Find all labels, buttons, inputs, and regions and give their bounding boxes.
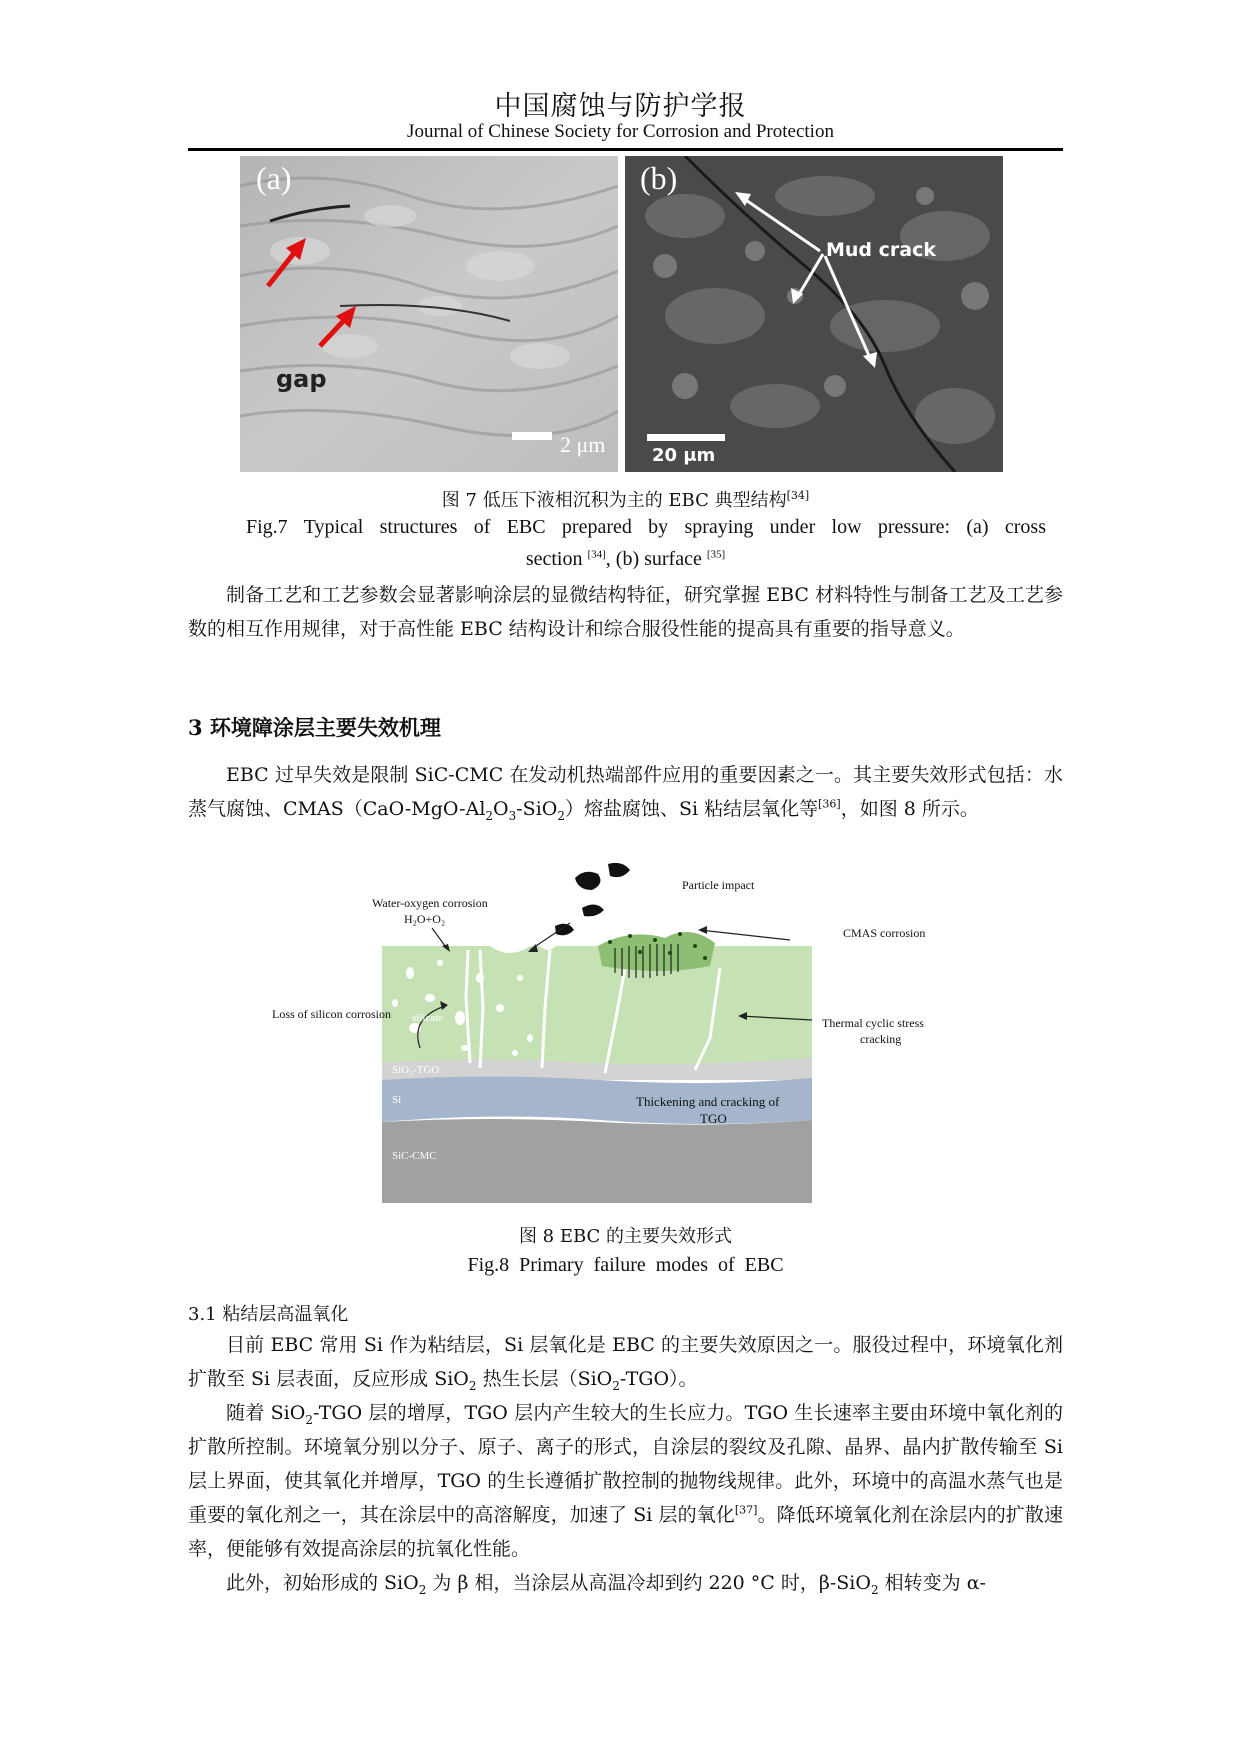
section-3-1-heading: 3.1 粘结层高温氧化 (188, 1304, 349, 1325)
fig8-label-silicate: silicate (412, 1012, 444, 1024)
figure7-gap-label: gap (276, 365, 327, 393)
journal-title-en: Journal of Chinese Society for Corrosion and Protection (407, 121, 834, 142)
figure7-panel-a-tag: (a) (256, 160, 292, 196)
section-3-heading: 3 环境障涂层主要失效机理 (188, 715, 441, 740)
figure7-caption-en-line1: Fig.7 Typical structures of EBC prepared by spraying under low pressure: (a) cross (246, 516, 1046, 538)
figure7-caption-en-line2: section [34], (b) surface [35] (525, 548, 726, 570)
journal-title-cn: 中国腐蚀与防护学报 (494, 91, 747, 122)
fig8-label-h2o: H₂O+O₂ (404, 912, 446, 926)
fig8-label-sic: SiC-CMC (392, 1150, 437, 1162)
header-rule (188, 148, 1063, 151)
fig8-label-water: Water-oxygen corrosion (372, 896, 488, 910)
paragraph-5: 此外，初始形成的 SiO$_2$ 为 β 相，当涂层从高温冷却到约 220 °C 时，β-SiO$_2$ 相转变为 α- (226, 1572, 986, 1597)
fig8-label-sio2tgo: SiO₂-TGO (392, 1064, 440, 1076)
figure8-caption-en: Fig.8 Primary failure modes of EBC (467, 1254, 784, 1276)
fig8-label-si: Si (392, 1094, 402, 1106)
figure7-mud-crack-label: Mud crack (826, 239, 937, 261)
paragraph-1: 制备工艺和工艺参数会显著影响涂层的显微结构特征，研究掌握 EBC 材料特性与制备工艺及工艺参数的相互作用规律，对于高性能 EBC 结构设计和综合服役性能的提高具有重要的指导意义。 (188, 584, 1063, 640)
figure8-caption-cn: 图 8 EBC 的主要失效形式 (518, 1226, 733, 1247)
figure7-caption-cn: 图 7 低压下液相沉积为主的 EBC 典型结构[34] (441, 489, 810, 511)
paragraph-3: 目前 EBC 常用 Si 作为粘结层，Si 层氧化是 EBC 的主要失效原因之一。服役过程中，环境氧化剂扩散至 Si 层表面，反应形成 SiO$_2$ 热生长层（SiO$_2$-TGO）。 (188, 1334, 1063, 1393)
figure7-panel-b (625, 156, 1003, 472)
figure7-b-scale: 20 μm (652, 445, 716, 466)
fig8-label-thermal-2: cracking (860, 1032, 902, 1046)
fig8-label-thermal-1: Thermal cyclic stress (822, 1016, 924, 1030)
figure7-a-scale: 2 μm (560, 432, 606, 457)
fig8-label-thick-2: TGO (700, 1111, 727, 1126)
fig8-label-loss: Loss of silicon corrosion (272, 1007, 391, 1021)
fig8-label-thick-1: Thickening and cracking of (636, 1094, 780, 1109)
figure7-panel-b-tag: (b) (640, 160, 678, 196)
fig8-label-particle: Particle impact (682, 878, 755, 892)
paragraph-2: EBC 过早失效是限制 SiC-CMC 在发动机热端部件应用的重要因素之一。其主要失效形式包括：水蒸气腐蚀、$CMAS(CaO-MgO-Al_2O_3-SiO_2)$熔盐腐蚀、Si 粘结层氧化等[36]，如图 8 所示。 (188, 764, 1063, 823)
figure7-panel-a (240, 156, 618, 472)
fig8-label-cmas: CMAS corrosion (843, 926, 926, 940)
paragraph-4: 随着 SiO$_2$-TGO 层的增厚，TGO 层内产生较大的生长应力。TGO 生长速率主要由环境中氧化剂的扩散所控制。环境氧分别以分子、原子、离子的形式，自涂层的裂纹及孔隙、晶界、晶内扩散传输至 Si 层上界面，使其氧化并增厚，TGO 的生长遵循扩散控制的抛物线规律。此外，环境中的高温水蒸气也是重要的氧化剂之一，其在涂层中的高溶解度，加速了 Si 层的氧化[37]。降低环境氧化剂在涂层内的扩散速率，便能够有效提高涂层的抗氧化性能。 (188, 1402, 1063, 1560)
